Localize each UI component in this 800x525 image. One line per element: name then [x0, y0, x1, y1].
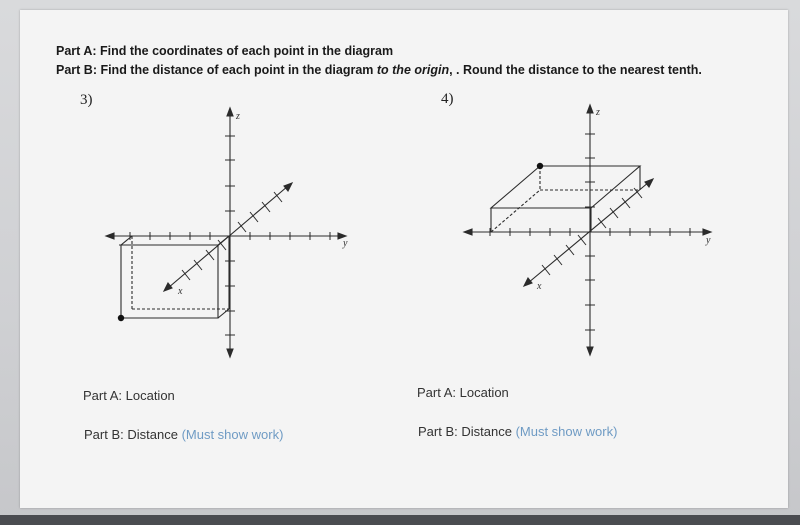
problem-4-number: 4) [441, 91, 454, 107]
box-problem-4 [491, 166, 640, 232]
diagram-problem-4 [460, 100, 720, 365]
instruction-part-b-suffix: , . Round the distance to the nearest tenth. [449, 63, 702, 77]
axis-label-y-3: y [343, 238, 348, 249]
x-axis-arrow-back [645, 179, 653, 187]
instruction-part-b-italic: to the origin [376, 63, 450, 77]
axis-label-z-4: z [596, 107, 600, 118]
problem-3-part-a-label: Part A: Location [83, 388, 175, 403]
diagram-problem-3 [100, 100, 360, 365]
problem-4-part-b-label: Part B: Distance [418, 424, 512, 439]
problem-4-part-a-label: Part A: Location [417, 385, 509, 400]
monitor-bezel [0, 515, 800, 525]
x-axis-arrow-front [164, 283, 172, 291]
instruction-part-b [56, 63, 702, 77]
point-problem-4 [537, 163, 543, 169]
problem-4-part-b [418, 424, 617, 439]
problem-4-part-b-hint: (Must show work) [515, 424, 618, 439]
instruction-part-a: Part A: Find the coordinates of each point in the diagram [56, 44, 394, 58]
axis-label-y-4: y [706, 235, 711, 246]
y-axis-arrow-left [106, 233, 114, 239]
axis-label-x-3: x [178, 286, 183, 297]
z-axis-arrow-up [227, 108, 233, 116]
instruction-part-b-prefix: Part B: Find the distance of each point in the diagram [56, 63, 377, 77]
axis-label-x-4: x [537, 281, 542, 292]
axis-label-z-3: z [236, 111, 240, 122]
problem-3-number: 3) [80, 92, 93, 108]
z-axis-arrow-down [227, 349, 233, 357]
z-axis-arrow-up [587, 105, 593, 113]
problem-3-part-b [84, 427, 283, 442]
problem-3-part-b-label: Part B: Distance [84, 427, 178, 442]
x-axis-arrow-front [524, 278, 532, 286]
point-problem-3 [118, 315, 124, 321]
problem-3-part-b-hint: (Must show work) [181, 427, 284, 442]
box-problem-3 [119, 236, 229, 318]
y-axis-arrow-left [464, 229, 472, 235]
x-axis-arrow-back [284, 183, 292, 191]
z-axis-arrow-down [587, 347, 593, 355]
